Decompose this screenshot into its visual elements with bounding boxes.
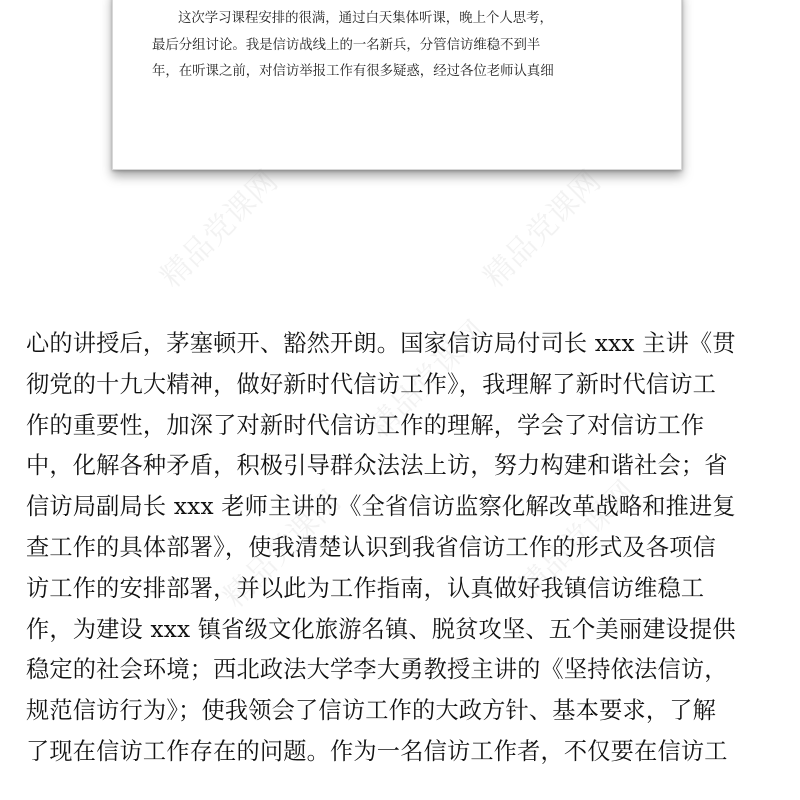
body-line: 作，为建设 xxx 镇省级文化旅游名镇、脱贫攻坚、五个美丽建设提供: [26, 615, 736, 643]
body-line: 访工作的安排部署，并以此为工作指南，认真做好我镇信访维稳工: [26, 574, 705, 602]
preview-line: 最后分组讨论。我是信访战线上的一名新兵，分管信访维稳不到半: [152, 37, 541, 53]
watermark-text: 精品党课网: [512, 474, 643, 605]
body-line: 心的讲授后，茅塞顿开、豁然开朗。国家信访局付司长 xxx 主讲《贯: [26, 330, 736, 357]
body-line: 信访局副局长 xxx 老师主讲的《全省信访监察化解改革战略和推进复: [26, 493, 736, 521]
body-line: 了现在信访工作存在的问题。作为一名信访工作者，不仅要在信访工: [26, 737, 728, 765]
body-paragraph: [26, 324, 778, 773]
preview-paragraph: [152, 6, 652, 86]
body-line: 彻党的十九大精神，做好新时代信访工作》，我理解了新时代信访工: [26, 370, 717, 398]
watermark-text: 精品党课网: [154, 164, 285, 295]
body-line: 规范信访行为》；使我领会了信访工作的大政方针、基本要求，了解: [26, 697, 717, 725]
preview-line: 这次学习课程安排的很满，通过白天集体听课，晚上个人思考，: [178, 11, 553, 26]
watermark-text: 精品党课网: [362, 314, 493, 445]
body-line: 中，化解各种矛盾，积极引导群众法法上访，努力构建和谐社会；省: [26, 452, 728, 480]
body-line: 稳定的社会环境；西北政法大学李大勇教授主讲的《坚持依法信访，: [26, 656, 728, 684]
body-line: 作的重要性，加深了对新时代信访工作的理解，学会了对信访工作: [26, 411, 705, 439]
watermark-text: 精品党课网: [477, 164, 608, 295]
watermark-text: 精品党课网: [217, 484, 348, 615]
preview-line: 年，在听课之前，对信访举报工作有很多疑惑，经过各位老师认真细: [152, 64, 554, 79]
body-line: 查工作的具体部署》，使我清楚认识到我省信访工作的形式及各项信: [26, 533, 717, 561]
